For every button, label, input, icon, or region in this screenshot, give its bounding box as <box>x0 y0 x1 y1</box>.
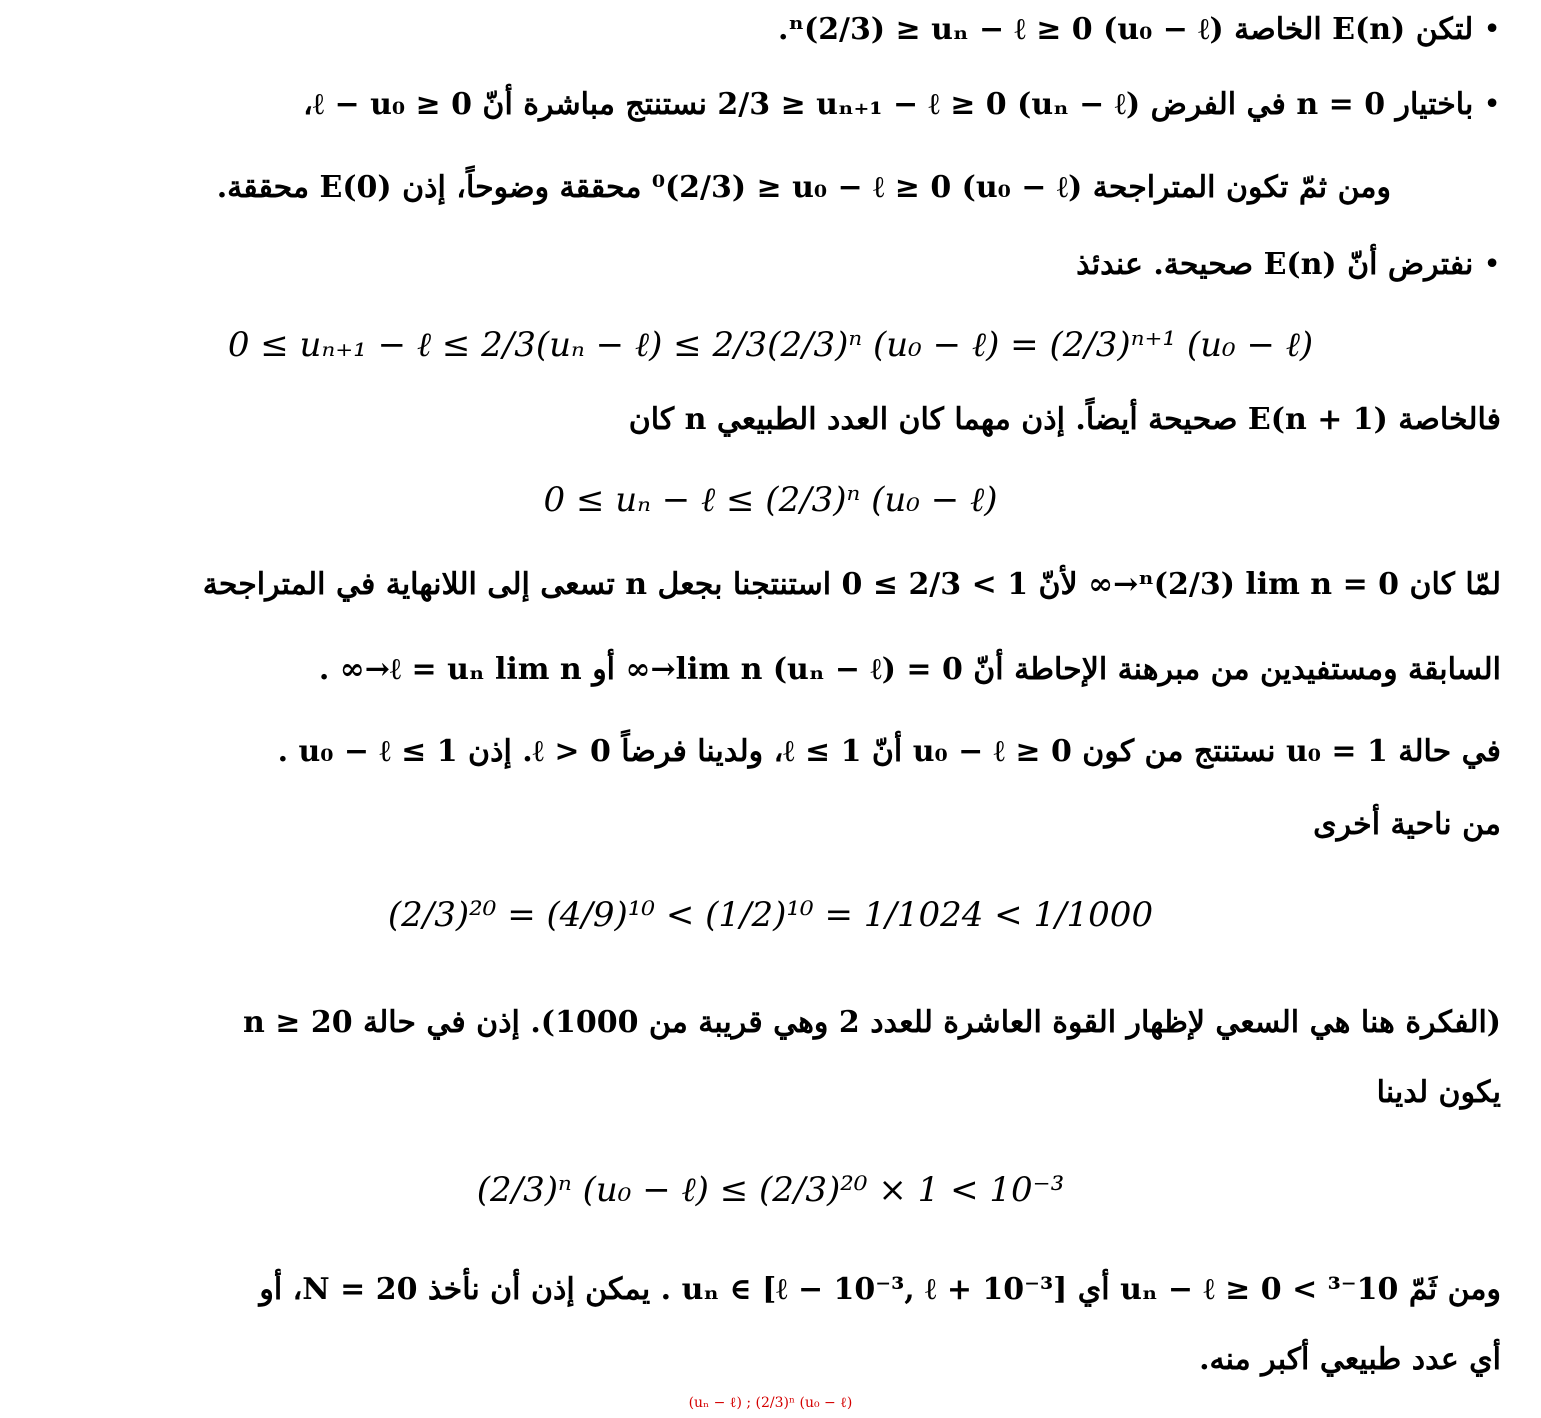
line-text: نفترض أنّ E(n) صحيحة. عندئذ <box>1076 247 1474 282</box>
equation-text: (2/3)²⁰ = (4/9)¹⁰ < (1/2)¹⁰ = 1/1024 < 1/1000 <box>387 895 1154 935</box>
paragraph-line-8 <box>60 722 1501 782</box>
paragraph-line-10 <box>60 993 1501 1053</box>
paragraph-line-4 <box>60 235 1501 295</box>
paragraph-line-9 <box>60 795 1501 855</box>
equation-power-chain <box>40 860 1501 970</box>
line-text: يكون لدينا <box>1376 1075 1501 1110</box>
line-text: ومن ثَمّ 10⁻³ > uₙ − ℓ ≥ 0 أي [ℓ − 10⁻³, ℓ + 10⁻³] ∋ uₙ . يمكن إذن أن نأخذ 20 = N، أو <box>259 1272 1501 1307</box>
paragraph-line-3 <box>60 158 1391 218</box>
paragraph-line-6 <box>60 555 1501 615</box>
equation-text: (2/3)ⁿ (u₀ − ℓ) ≤ (2/3)²⁰ × 1 < 10⁻³ <box>476 1170 1065 1210</box>
paragraph-line-5 <box>60 390 1501 450</box>
line-text: ومن ثمّ تكون المتراجحة (u₀ − ℓ) ⁰(2/3) ≥ u₀ − ℓ ≥ 0 محققة وضوحاً، إذن E(0) محققة. <box>216 170 1391 205</box>
bullet-icon: • <box>1483 247 1501 282</box>
line-text: فالخاصة E(n + 1) صحيحة أيضاً. إذن مهما كان العدد الطبيعي n كان <box>628 402 1501 437</box>
equation-induction-step <box>40 290 1501 400</box>
paragraph-line-11 <box>60 1063 1501 1123</box>
line-text: من ناحية أخرى <box>1313 807 1501 842</box>
line-text: باختيار 0 = n في الفرض (uₙ − ℓ) 2/3 ≥ uₙ₊₁ − ℓ ≥ 0 نستنتج مباشرة أنّ ℓ − u₀ ≥ 0، <box>303 87 1474 122</box>
line-text: لمّا كان 0 = ⁿ(2/3) lim n→∞ لأنّ 1 > 2/3 ≥ 0 استنتجنا بجعل n تسعى إلى اللانهاية في المتراجحة <box>202 567 1501 602</box>
line-text: لتكن E(n) الخاصة (u₀ − ℓ) ⁿ(2/3) ≥ uₙ − ℓ ≥ 0. <box>777 12 1474 47</box>
red-highlight-text: (uₙ − ℓ) ; (2/3)ⁿ (u₀ − ℓ) <box>688 1395 853 1411</box>
bullet-icon: • <box>1483 87 1501 122</box>
equation-text: 0 ≤ uₙ − ℓ ≤ (2/3)ⁿ (u₀ − ℓ) <box>543 480 998 520</box>
equation-text: 0 ≤ uₙ₊₁ − ℓ ≤ 2/3(uₙ − ℓ) ≤ 2/3(2/3)ⁿ (u₀ − ℓ) = (2/3)ⁿ⁺¹ (u₀ − ℓ) <box>227 325 1314 365</box>
paragraph-line-2 <box>60 75 1501 135</box>
equation-bound <box>40 1135 1501 1245</box>
line-text: (الفكرة هنا هي السعي لإظهار القوة العاشرة للعدد 2 وهي قريبة من 1000). إذن في حالة 20 ≤ n <box>242 1005 1501 1040</box>
paragraph-line-12 <box>60 1260 1501 1320</box>
paragraph-line-1 <box>60 0 1501 60</box>
bullet-icon: • <box>1483 12 1501 47</box>
line-text: في حالة 1 = u₀ نستنتج من كون 0 ≤ u₀ − ℓ أنّ 1 ≥ ℓ، ولدينا فرضاً ℓ > 0. إذن 1 ≥ u₀ − ℓ . <box>277 734 1501 769</box>
line-text: السابقة ومستفيدين من مبرهنة الإحاطة أنّ 0 = (uₙ − ℓ) lim n→∞ أو ℓ = uₙ lim n→∞ . <box>318 652 1501 687</box>
equation-red-terms <box>40 1395 1501 1413</box>
paragraph-line-13 <box>60 1330 1501 1390</box>
paragraph-line-7 <box>60 640 1501 700</box>
equation-conclusion <box>40 445 1501 555</box>
line-text: أي عدد طبيعي أكبر منه. <box>1199 1342 1501 1377</box>
